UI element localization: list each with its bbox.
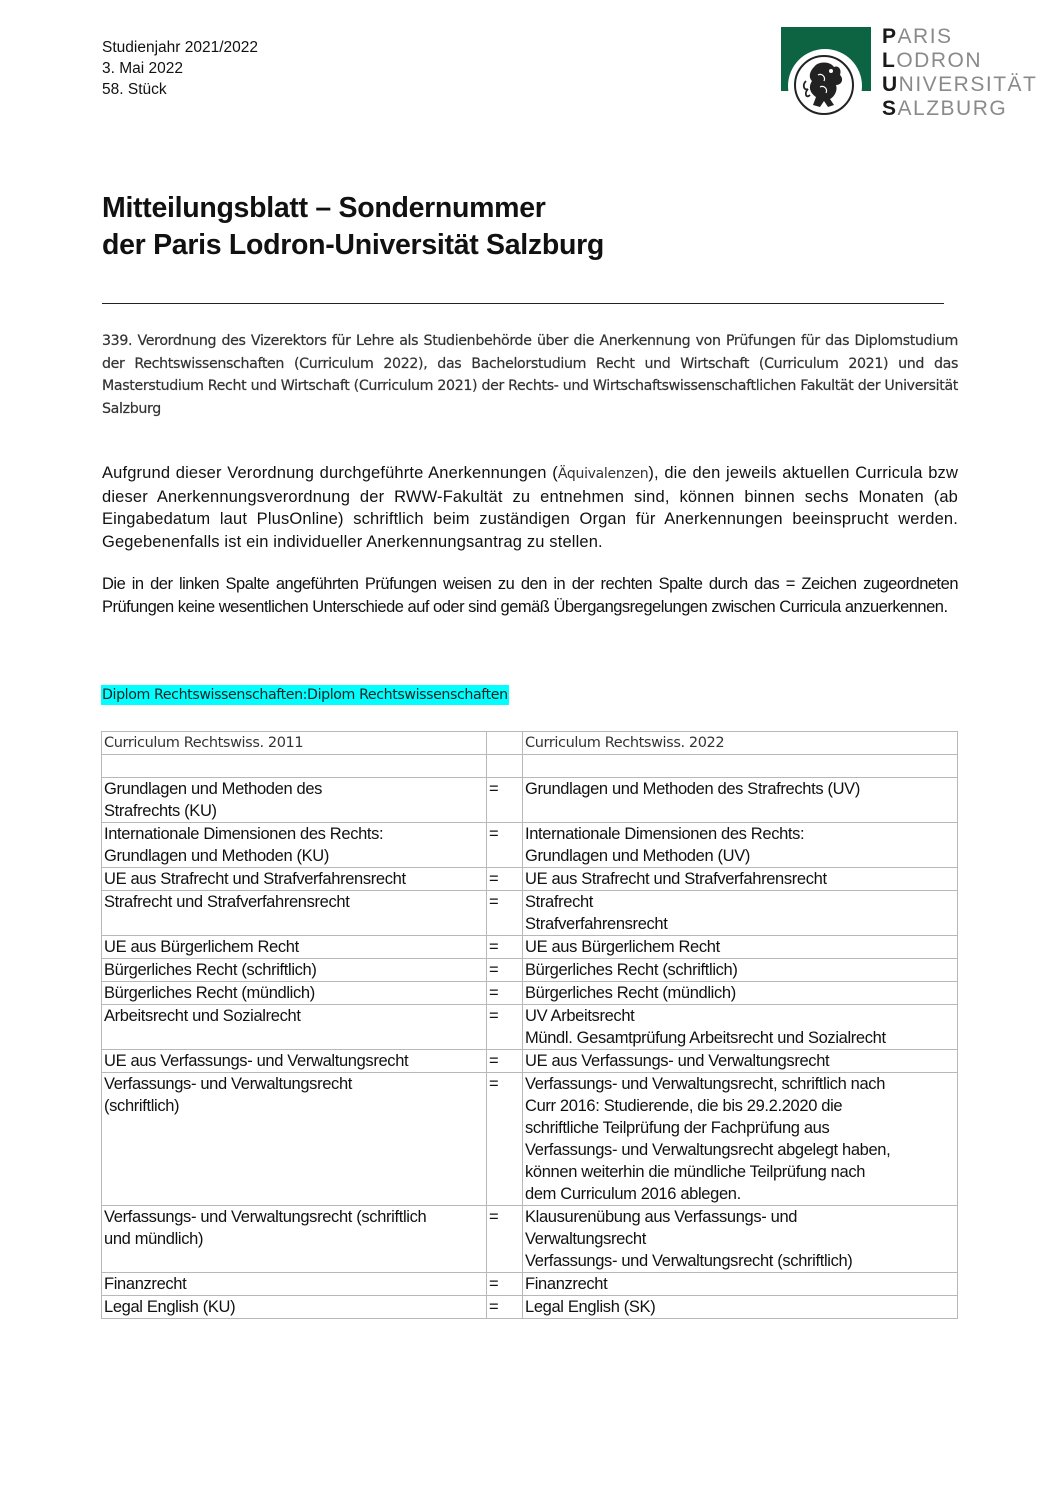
new-exam-cell: Internationale Dimensionen des Rechts: Grundlagen und Methoden (UV) bbox=[523, 823, 958, 868]
university-logo bbox=[780, 25, 1038, 127]
old-exam-cell: UE aus Verfassungs- und Verwaltungsrecht bbox=[102, 1050, 487, 1073]
old-exam-cell: Verfassungs- und Verwaltungsrecht (schriftlich) bbox=[102, 1073, 487, 1206]
table-row bbox=[102, 891, 958, 936]
old-exam-cell: Arbeitsrecht und Sozialrecht bbox=[102, 1005, 487, 1050]
table-row bbox=[102, 778, 958, 823]
equals-sign-cell: = bbox=[487, 1005, 523, 1050]
old-exam-cell: Internationale Dimensionen des Rechts: Grundlagen und Methoden (KU) bbox=[102, 823, 487, 868]
equals-sign-cell: = bbox=[487, 1273, 523, 1296]
table-row bbox=[102, 959, 958, 982]
table-header-row bbox=[102, 732, 958, 755]
old-exam-cell: Finanzrecht bbox=[102, 1273, 487, 1296]
table-row bbox=[102, 1005, 958, 1050]
university-lion-seal-icon bbox=[780, 27, 872, 125]
equals-sign-cell: = bbox=[487, 1296, 523, 1319]
old-exam-cell: Legal English (KU) bbox=[102, 1296, 487, 1319]
issue-meta bbox=[102, 37, 258, 100]
old-exam-cell: Strafrecht und Strafverfahrensrecht bbox=[102, 891, 487, 936]
header-old-curriculum: Curriculum Rechtswiss. 2011 bbox=[102, 732, 487, 755]
old-exam-cell: Bürgerliches Recht (mündlich) bbox=[102, 982, 487, 1005]
table-row bbox=[102, 1073, 958, 1206]
header-sign bbox=[487, 732, 523, 755]
equals-sign-cell: = bbox=[487, 823, 523, 868]
new-exam-cell: Verfassungs- und Verwaltungsrecht, schriftlich nach Curr 2016: Studierende, die bis 29.2.2020 die schriftliche Teilprüfung der Fachprüfung aus Verfassungs- und Verwaltungsrecht abgelegt haben, können weiterhin die mündliche Teilprüfung nach dem Curriculum 2016 ablegen. bbox=[523, 1073, 958, 1206]
table-row bbox=[102, 823, 958, 868]
old-exam-cell: UE aus Bürgerlichem Recht bbox=[102, 936, 487, 959]
table-blank-row bbox=[102, 755, 958, 778]
equals-sign-cell: = bbox=[487, 778, 523, 823]
equals-sign-cell: = bbox=[487, 982, 523, 1005]
equals-sign-cell: = bbox=[487, 891, 523, 936]
equivalences-term: Äquivalenzen bbox=[557, 466, 649, 482]
new-exam-cell: UE aus Strafrecht und Strafverfahrensrecht bbox=[523, 868, 958, 891]
issue-number: 58. Stück bbox=[102, 81, 167, 98]
new-exam-cell: UE aus Verfassungs- und Verwaltungsrecht bbox=[523, 1050, 958, 1073]
table-row bbox=[102, 1273, 958, 1296]
old-exam-cell: UE aus Strafrecht und Strafverfahrensrecht bbox=[102, 868, 487, 891]
academic-year: Studienjahr 2021/2022 bbox=[102, 39, 258, 56]
old-exam-cell: Grundlagen und Methoden des Strafrechts (KU) bbox=[102, 778, 487, 823]
table-row bbox=[102, 936, 958, 959]
paragraph-appeal-notice: Aufgrund dieser Verordnung durchgeführte Anerkennungen (Äquivalenzen), die den jeweils aktuellen Curricula bzw dieser Anerkennungsverordnung der RWW-Fakultät zu entnehmen sind, können binnen sechs Monaten (ab Eingabedatum laut PlusOnline) schriftlich beim zuständigen Organ für Anerkennungen beeinsprucht werden. Gegebenenfalls ist ein individueller Anerkennungsantrag zu stellen. bbox=[102, 464, 959, 551]
equals-sign-cell: = bbox=[487, 868, 523, 891]
equals-sign-cell: = bbox=[487, 959, 523, 982]
new-exam-cell: Bürgerliches Recht (mündlich) bbox=[523, 982, 958, 1005]
new-exam-cell: Finanzrecht bbox=[523, 1273, 958, 1296]
new-exam-cell: Grundlagen und Methoden des Strafrechts (UV) bbox=[523, 778, 958, 823]
new-exam-cell: Legal English (SK) bbox=[523, 1296, 958, 1319]
university-name: PARIS LODRON UNIVERSITÄT SALZBURG bbox=[882, 25, 1038, 120]
old-exam-cell: Verfassungs- und Verwaltungsrecht (schriftlich und mündlich) bbox=[102, 1206, 487, 1273]
title-divider bbox=[102, 303, 944, 304]
new-exam-cell: UE aus Bürgerlichem Recht bbox=[523, 936, 958, 959]
equals-sign-cell: = bbox=[487, 1206, 523, 1273]
old-exam-cell: Bürgerliches Recht (schriftlich) bbox=[102, 959, 487, 982]
table-row bbox=[102, 868, 958, 891]
new-exam-cell: Klausurenübung aus Verfassungs- und Verwaltungsrecht Verfassungs- und Verwaltungsrecht (schriftlich) bbox=[523, 1206, 958, 1273]
new-exam-cell: Bürgerliches Recht (schriftlich) bbox=[523, 959, 958, 982]
new-exam-cell: Strafrecht Strafverfahrensrecht bbox=[523, 891, 958, 936]
table-row bbox=[102, 982, 958, 1005]
table-row bbox=[102, 1206, 958, 1273]
equivalence-table bbox=[101, 731, 958, 1319]
table-row bbox=[102, 1050, 958, 1073]
table-row bbox=[102, 1296, 958, 1319]
issue-date: 3. Mai 2022 bbox=[102, 60, 183, 77]
equals-sign-cell: = bbox=[487, 1050, 523, 1073]
new-exam-cell: UV Arbeitsrecht Mündl. Gesamtprüfung Arbeitsrecht und Sozialrecht bbox=[523, 1005, 958, 1050]
header-new-curriculum: Curriculum Rechtswiss. 2022 bbox=[523, 732, 958, 755]
paragraph-columns-explanation: Die in der linken Spalte angeführten Prüfungen weisen zu den in der rechten Spalte durch das = Zeichen zugeordneten Prüfungen keine wesentlichen Unterschiede auf oder sind gemäß Übergangsregelungen zwischen Curricula anzuerkennen. bbox=[102, 575, 958, 616]
section-heading-diplom: Diplom Rechtswissenschaften:Diplom Rechtswissenschaften bbox=[102, 687, 508, 703]
page-title: Mitteilungsblatt – Sondernummer der Paris Lodron-Universität Salzburg bbox=[102, 192, 604, 261]
equals-sign-cell: = bbox=[487, 936, 523, 959]
regulation-heading: 339. Verordnung des Vizerektors für Lehre als Studienbehörde über die Anerkennung von Prüfungen für das Diplomstudium der Rechtswissenschaften (Curriculum 2022), das Bachelorstudium Recht und Wirtschaft (Curriculum 2021) und das Masterstudium Recht und Wirtschaft (Curriculum 2021) der Rechts- und Wirtschaftswissenschaftlichen Fakultät der Universität Salzburg bbox=[102, 333, 958, 417]
equals-sign-cell: = bbox=[487, 1073, 523, 1206]
